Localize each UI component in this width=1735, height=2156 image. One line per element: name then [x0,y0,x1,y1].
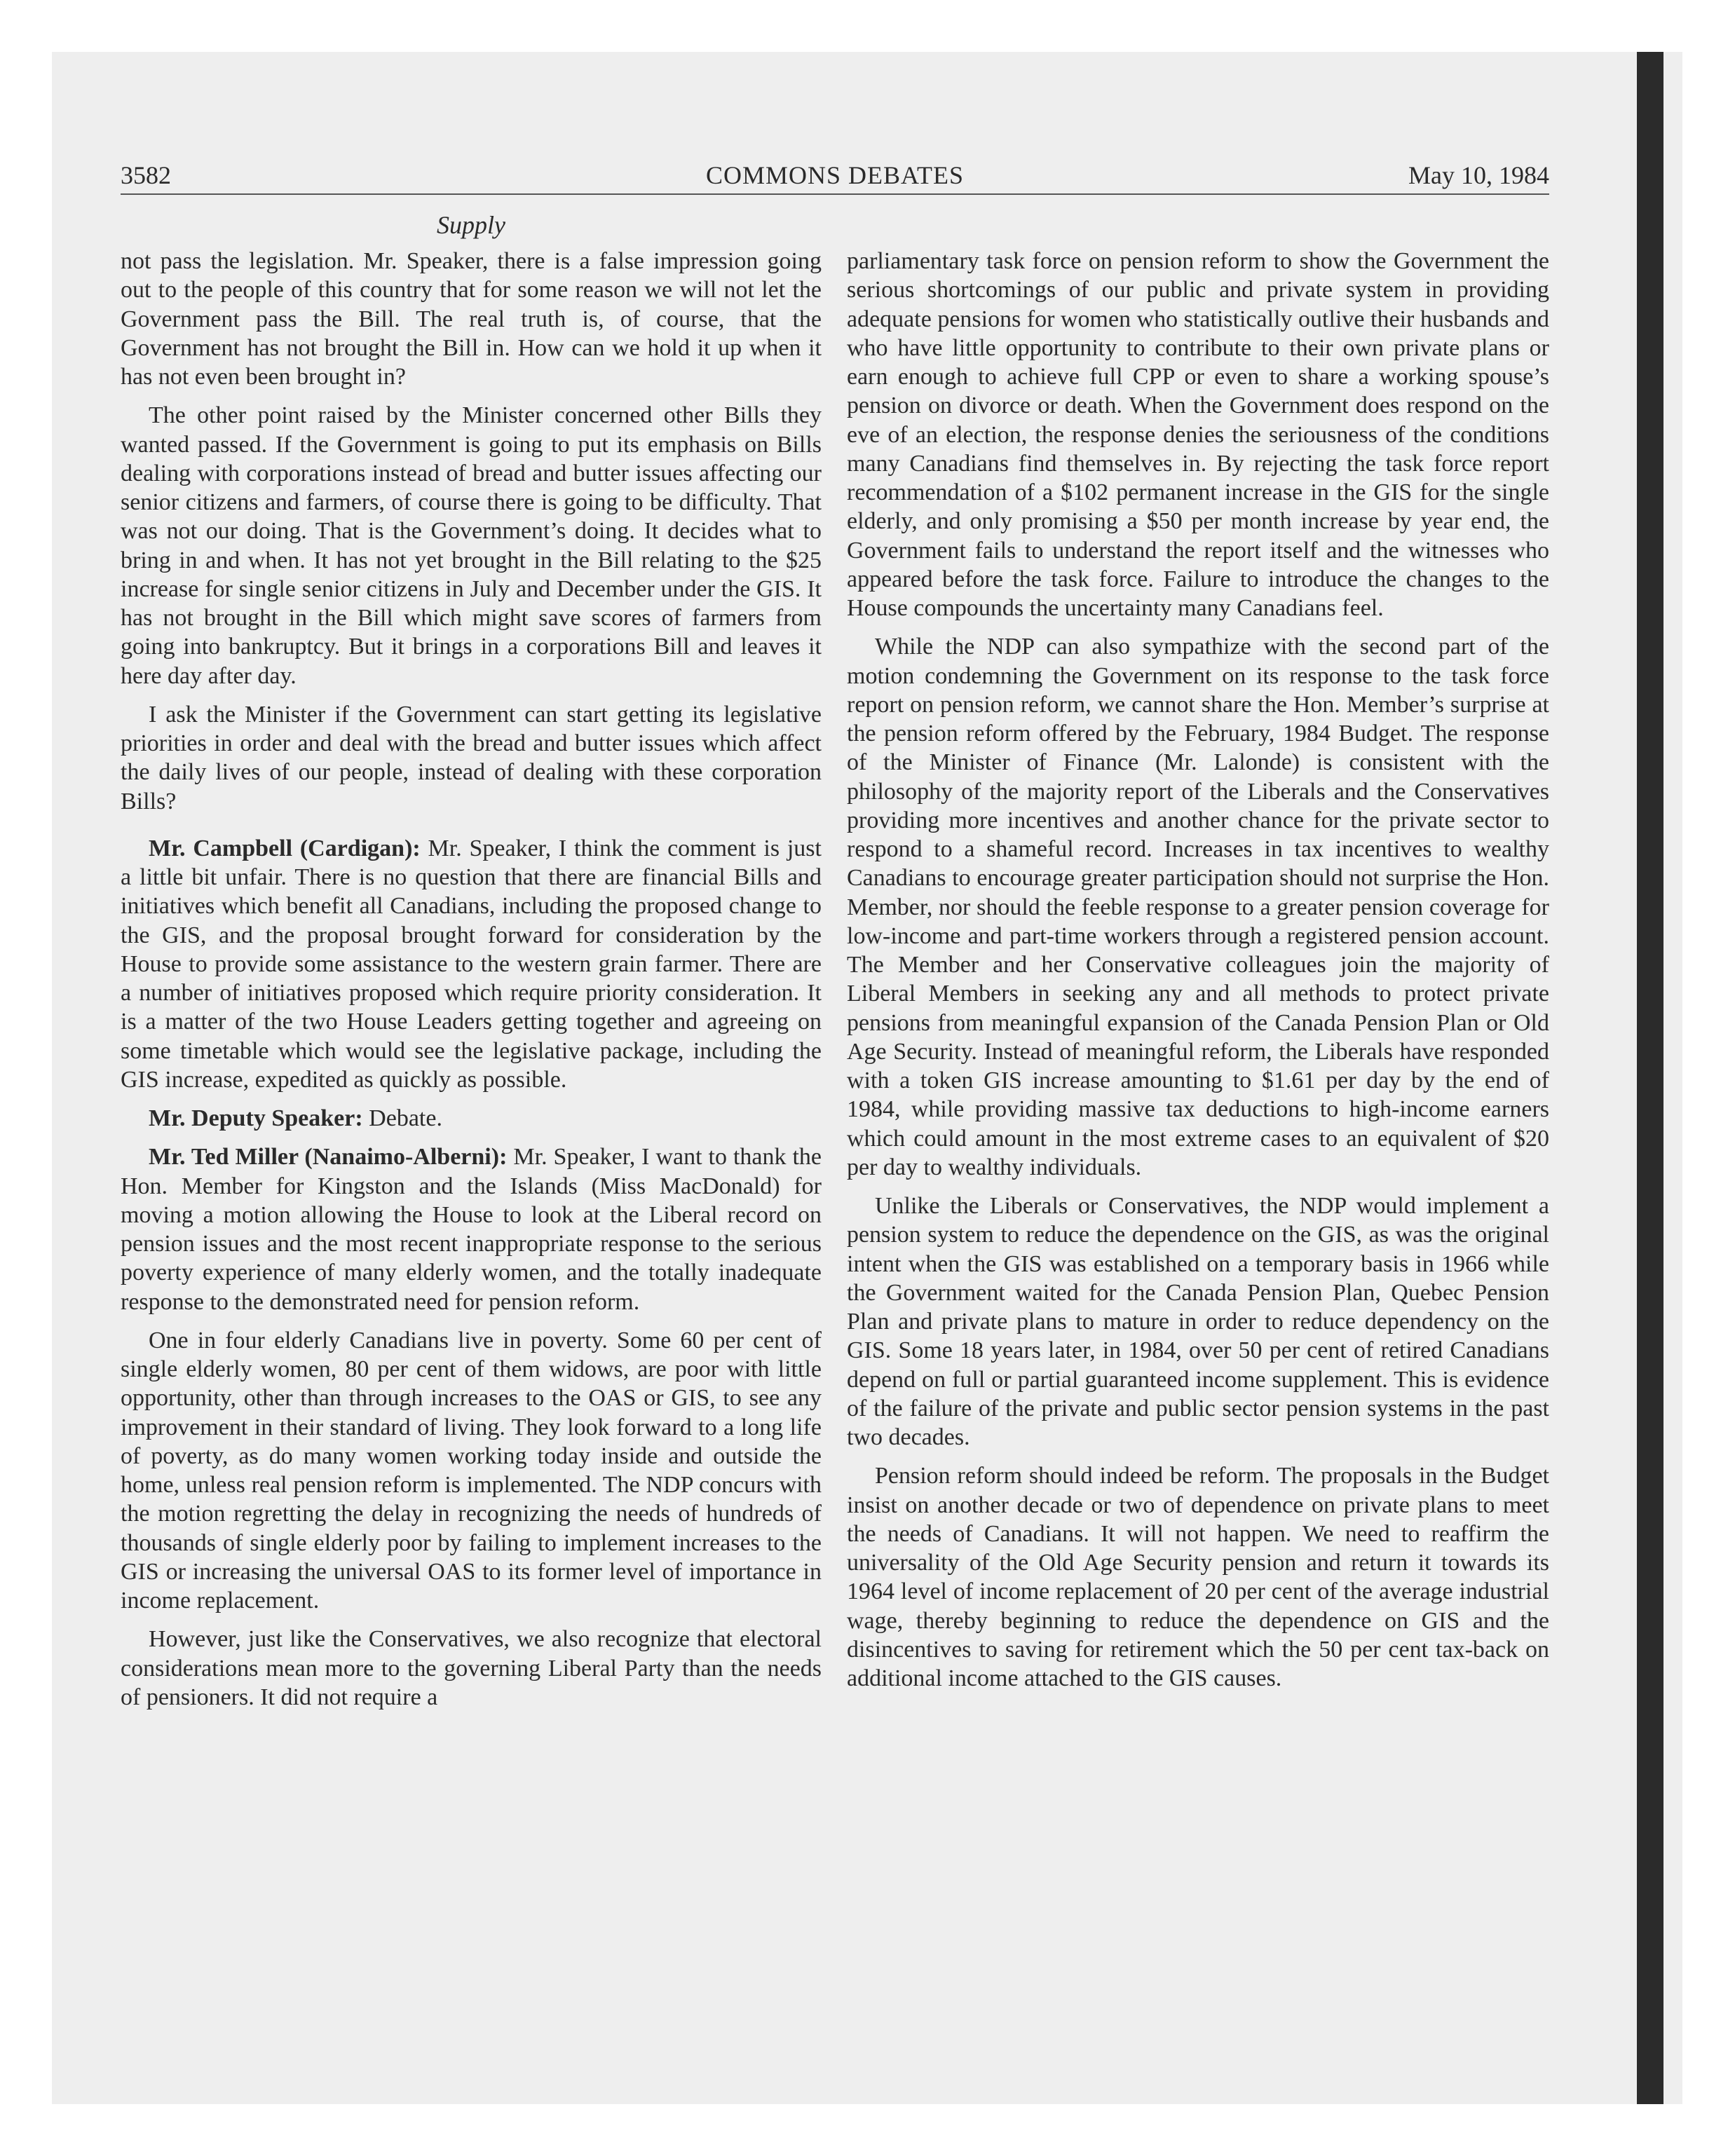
speaker-paragraph [121,1104,822,1133]
publication-date: May 10, 1984 [1408,161,1549,189]
paragraph: However, just like the Conservatives, we also recognize that electoral considerations mean more to the governing Liberal Party than the needs of pensioners. It did not require a [121,1626,822,1710]
right-column [847,247,1549,1703]
section-label: Supply [437,211,505,239]
speech-text: Mr. Speaker, I think the comment is just a little bit unfair. There is no question that there are financial Bills and initiatives which benefit all Canadians, including the proposed change to the GIS, and the proposal brought forward for consideration by the House to provide some assistance to the western grain farmer. There are a number of initiatives proposed which require priority consideration. It is a matter of the two House Leaders getting together and agreeing on some timetable which would see the legislative package, including the GIS increase, expedited as quickly as possible. [121,835,822,1093]
speaker-name: Mr. Campbell (Cardigan): [149,835,421,861]
continued-paragraph: parliamentary task force on pension reform to show the Government the serious shortcomings of our public and private system in providing adequate pensions for women who statistically outlive their husbands and who have little opportunity to contribute to their own private plans or earn enough to achieve full CPP or even to share a working spouse’s pension on divorce or death. When the Government does respond on the eve of an election, the response denies the seriousness of the conditions many Canadians find themselves in. By rejecting the task force report recommendation of a $102 permanent increase in the GIS for the single elderly, and only promising a $50 per month increase by year end, the Government fails to understand the report itself and the witnesses who appeared before the task force. Failure to introduce the changes to the House compounds the uncertainty many Canadians feel. [847,248,1549,621]
paragraph: The other point raised by the Minister concerned other Bills they wanted passed. If the Government is going to put its emphasis on Bills dealing with corporations instead of bread and butter issues affecting our senior citizens and farmers, of course there is going to be difficulty. That was not our doing. That is the Government’s doing. It decides what to bring in and when. It has not yet brought in the Bill relating to the $25 increase for single senior citizens in July and December under the GIS. It has not brought in the Bill which might save scores of farmers from going into bankruptcy. But it brings in a corporations Bill and leaves it here day after day. [121,402,822,689]
speaker-paragraph [121,834,822,1094]
speaker-name: Mr. Ted Miller (Nanaimo-Alberni): [149,1144,508,1171]
speaker-paragraph [121,1142,822,1316]
speech-text: Debate. [369,1105,442,1131]
speech-text: Mr. Speaker, I want to thank the Hon. Member for Kingston and the Islands (Miss MacDonald) for moving a motion allowing the House to look at the Liberal record on pension issues and the most recent inappropriate response to the serious poverty experience of many elderly women, and the totally inadequate response to the demonstrated need for pension reform. [121,1144,822,1315]
paragraph: I ask the Minister if the Government can start getting its legislative priorities in order and deal with the bread and butter issues which affect the daily lives of our people, instead of dealing with these corporation Bills? [121,701,822,814]
page-header [121,160,1549,191]
paragraph: One in four elderly Canadians live in poverty. Some 60 per cent of single elderly women, 80 per cent of them widows, are poor with little opportunity, other than through increases to the OAS or GIS, to see any improvement in their standard of living. They look forward to a long life of poverty, as do many women working today inside and outside the home, unless real pension reform is implemented. The NDP concurs with the motion regretting the delay in recognizing the needs of hundreds of thousands of single elderly poor by failing to implement increases to the GIS or increasing the universal OAS to its former level of importance in income replacement. [121,1327,822,1613]
paragraph: Pension reform should indeed be reform. The proposals in the Budget insist on another decade or two of dependence on private plans to meet the needs of Canadians. It will not happen. We need to reaffirm the universality of the Old Age Security pension and return it towards its 1964 level of income replacement of 20 per cent of the average industrial wage, thereby beginning to reduce the dependence on GIS and the disincentives to saving for retirement which the 50 per cent tax-back on additional income attached to the GIS causes. [847,1463,1549,1691]
paragraph: While the NDP can also sympathize with the second part of the motion condemning the Government on its response to the task force report on pension reform, we cannot share the Hon. Member’s surprise at the pension reform offered by the February, 1984 Budget. The response of the Minister of Finance (Mr. Lalonde) is consistent with the philosophy of the majority report of the Liberals and the Conservatives providing more incentives and another chance for the private sector to respond to a shameful record. Increases in tax incentives to wealthy Canadians to encourage greater participation should not surprise the Hon. Member, nor should the feeble response to a greater pension coverage for low-income and part-time workers through a registered pension account. The Member and her Conservative colleagues join the majority of Liberal Members in seeking any and all methods to protect private pensions from meaningful expansion of the Canada Pension Plan or Old Age Security. Instead of meaningful reform, the Liberals have responded with a token GIS increase amounting to $1.61 per day by the end of 1984, while providing massive tax deductions to high-income earners which could amount in the most extreme cases to an equivalent of $20 per day to wealthy individuals. [847,634,1549,1180]
publication-title: COMMONS DEBATES [705,161,965,189]
scan-edge-strip [1637,52,1663,2104]
speaker-name: Mr. Deputy Speaker: [149,1105,363,1131]
continued-paragraph: not pass the legislation. Mr. Speaker, there is a false impression going out to the people of this country that for some reason we will not let the Government pass the Bill. The real truth is, of course, that the Government has not brought the Bill in. How can we hold it up when it has not even been brought in? [121,248,822,390]
paragraph: Unlike the Liberals or Conservatives, the NDP would implement a pension system to reduce the dependence on the GIS, as was the original intent when the GIS was established on a temporary basis in 1966 while the Government waited for the Canada Pension Plan, Quebec Pension Plan and private plans to mature in order to reduce dependency on the GIS. Some 18 years later, in 1984, over 50 per cent of retired Canadians depend on full or partial guaranteed income supplement. This is evidence of the failure of the private and public sector pension systems in the past two decades. [847,1193,1549,1450]
page-number: 3582 [121,161,171,189]
header-rule [121,193,1549,195]
left-column [121,247,822,1721]
